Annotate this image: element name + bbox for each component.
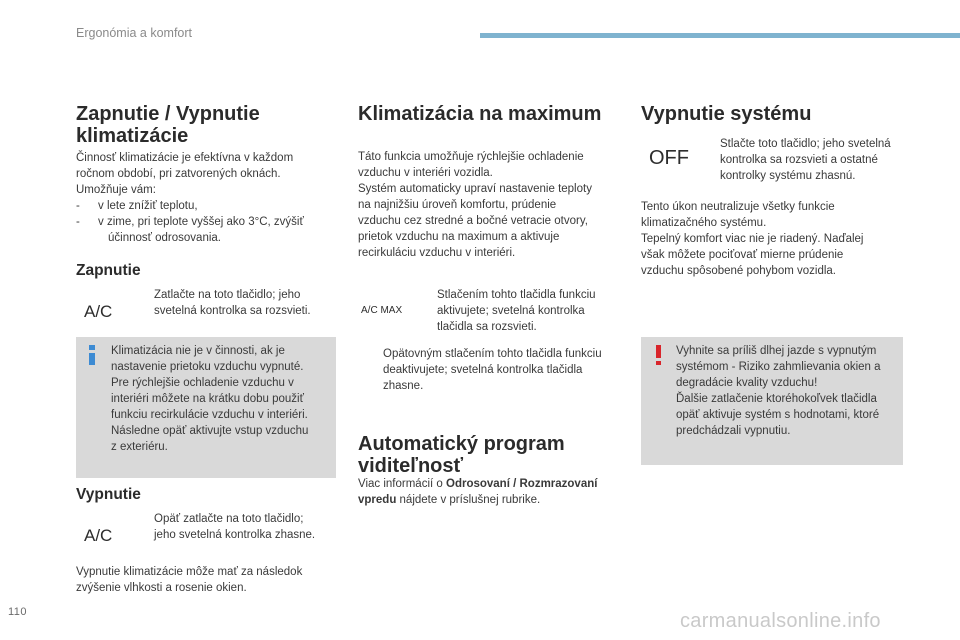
- off-system-instruction-line: Stlačte toto tlačidlo; jeho svetelná: [720, 138, 891, 150]
- warning-line: degradácie kvality vzduchu!: [676, 377, 818, 389]
- off-system-instruction-line: kontrolky systému zhasnú.: [720, 170, 856, 182]
- warning-line: opäť aktivuje systém s hodnotami, ktoré: [676, 409, 880, 421]
- auto-program-title-line2: viditeľnosť: [358, 455, 464, 477]
- off-instruction: [154, 511, 344, 543]
- col2-intro-line: Systém automaticky upraví nastavenie teploty: [358, 183, 592, 195]
- ac-max-deactivate-line: deaktivujete; svetelná kontrolka tlačidla: [383, 364, 583, 376]
- ac-max-instruction-line: Stlačením tohto tlačidla funkciu: [437, 289, 596, 301]
- warning-line: Ďalšie zatlačenie ktoréhokoľvek tlačidla: [676, 393, 877, 405]
- col3-text-line: však môžete pociťovať mierne prúdenie: [641, 249, 844, 261]
- col2-intro-line: prietok vzduchu na maximum a aktivuje: [358, 231, 560, 243]
- col1-list-text: v lete znížiť teplotu,: [98, 200, 198, 212]
- ac-max-button-label: A/C MAX: [361, 305, 403, 316]
- col1-footer-line: Vypnutie klimatizácie môže mať za následok: [76, 566, 303, 578]
- on-instruction-line: Zatlačte na toto tlačidlo; jeho: [154, 289, 301, 301]
- auto-program-title-line1: Automatický program: [358, 433, 565, 455]
- watermark: carmanualsonline.info: [680, 610, 881, 632]
- off-instruction-line: jeho svetelná kontrolka zhasne.: [154, 529, 316, 541]
- ac-off-button-label: A/C: [84, 526, 113, 545]
- ac-button-label: A/C: [84, 302, 113, 321]
- ac-max-instruction-line: aktivujete; svetelná kontrolka: [437, 305, 585, 317]
- col1-footer-line: zvýšenie vlhkosti a rosenie okien.: [76, 582, 247, 594]
- warning-line: Vyhnite sa príliš dlhej jazde s vypnutým: [676, 345, 877, 357]
- info-line: interiéri môžete na krátku dobu použiť: [111, 393, 304, 405]
- info-icon: [89, 345, 95, 365]
- ac-max-deactivate: [383, 346, 628, 394]
- section-header: Ergonómia a komfort: [76, 26, 193, 40]
- ac-max-deactivate-line: Opätovným stlačením tohto tlačidla funkciu: [383, 348, 602, 360]
- col2-title: Klimatizácia na maximum: [358, 103, 602, 125]
- info-line: Klimatizácia nie je v činnosti, ak je: [111, 345, 285, 357]
- col1-intro-line: ročnom období, pri zatvorených oknách.: [76, 168, 281, 180]
- col2-intro-line: na najnižšiu úroveň komfortu, prúdenie: [358, 199, 557, 211]
- dash-marker: -: [76, 216, 80, 228]
- col2-intro-line: recirkuláciu vzduchu v interiéri.: [358, 247, 516, 259]
- off-button-label: OFF: [649, 147, 689, 169]
- auto-program-line: [358, 492, 628, 508]
- auto-program-title: [358, 433, 565, 477]
- col1-title-line1: Zapnutie / Vypnutie: [76, 103, 260, 125]
- col3-title: Vypnutie systému: [641, 103, 812, 125]
- warning-line: predchádzali vypnutiu.: [676, 425, 791, 437]
- info-line: Pre rýchlejšie ochladenie vzduchu v: [111, 377, 294, 389]
- header-bar: [480, 33, 960, 38]
- col1-list-text: [98, 214, 304, 246]
- info-line: Následne opäť aktivujte vstup vzduchu: [111, 425, 309, 437]
- col3-text-line: Tepelný komfort viac nie je riadený. Naďalej: [641, 233, 864, 245]
- col3-text-line: vzduchu spôsobené pohybom vozidla.: [641, 265, 836, 277]
- col1-title: [76, 103, 260, 147]
- warning-line: systémom - Riziko zahmlievania okien a: [676, 361, 881, 373]
- col3-text: [641, 199, 921, 279]
- dash-marker: -: [76, 200, 80, 212]
- on-heading: Zapnutie: [76, 262, 141, 279]
- info-line: z exteriéru.: [111, 441, 168, 453]
- col1-intro: [76, 150, 346, 246]
- auto-text-suffix: nájdete v príslušnej rubrike.: [396, 494, 541, 506]
- off-instruction-line: Opäť zatlačte na toto tlačidlo;: [154, 513, 304, 525]
- auto-program-text: [358, 476, 628, 508]
- off-system-instruction: [720, 136, 920, 184]
- warning-text: [676, 343, 901, 439]
- info-line: nastavenie prietoku vzduchu vypnuté.: [111, 361, 304, 373]
- col1-list-text-line: účinnosť odrosovania.: [108, 232, 221, 244]
- warning-icon: [656, 345, 661, 365]
- off-system-instruction-line: kontrolka sa rozsvieti a ostatné: [720, 154, 878, 166]
- page-number: 110: [8, 606, 28, 618]
- col1-list-item: [76, 198, 346, 214]
- col2-intro-line: vzduchu cez stredné a bočné vetracie otvory,: [358, 215, 588, 227]
- col2-intro-line: Táto funkcia umožňuje rýchlejšie ochladenie: [358, 151, 584, 163]
- auto-text-link: vpredu: [358, 494, 397, 506]
- ac-max-instruction-line: tlačidla sa rozsvieti.: [437, 321, 537, 333]
- auto-text-prefix: Viac informácií o: [358, 478, 446, 490]
- col1-title-line2: klimatizácie: [76, 125, 189, 147]
- info-line: funkciu recirkulácie vzduchu v interiéri.: [111, 409, 308, 421]
- info-text: [111, 343, 333, 455]
- col3-text-line: Tento úkon neutralizuje všetky funkcie: [641, 201, 835, 213]
- off-heading: Vypnutie: [76, 486, 141, 503]
- col1-list-item: [76, 214, 346, 246]
- col1-intro-line: Umožňuje vám:: [76, 184, 156, 196]
- ac-max-deactivate-line: zhasne.: [383, 380, 424, 392]
- auto-text-link: Odrosovaní / Rozmrazovaní: [446, 478, 598, 490]
- on-instruction: [154, 287, 344, 319]
- col1-footer: [76, 564, 346, 596]
- col3-text-line: klimatizačného systému.: [641, 217, 767, 229]
- auto-program-line: [358, 476, 628, 492]
- on-instruction-line: svetelná kontrolka sa rozsvieti.: [154, 305, 311, 317]
- col1-list-text-line: v zime, pri teplote vyššej ako 3°C, zvýšiť: [98, 216, 304, 228]
- ac-max-instruction: [437, 287, 627, 335]
- col2-intro-line: vzduchu v interiéri vozidla.: [358, 167, 493, 179]
- col2-intro: [358, 149, 628, 261]
- col1-intro-line: Činnosť klimatizácie je efektívna v každom: [76, 152, 294, 164]
